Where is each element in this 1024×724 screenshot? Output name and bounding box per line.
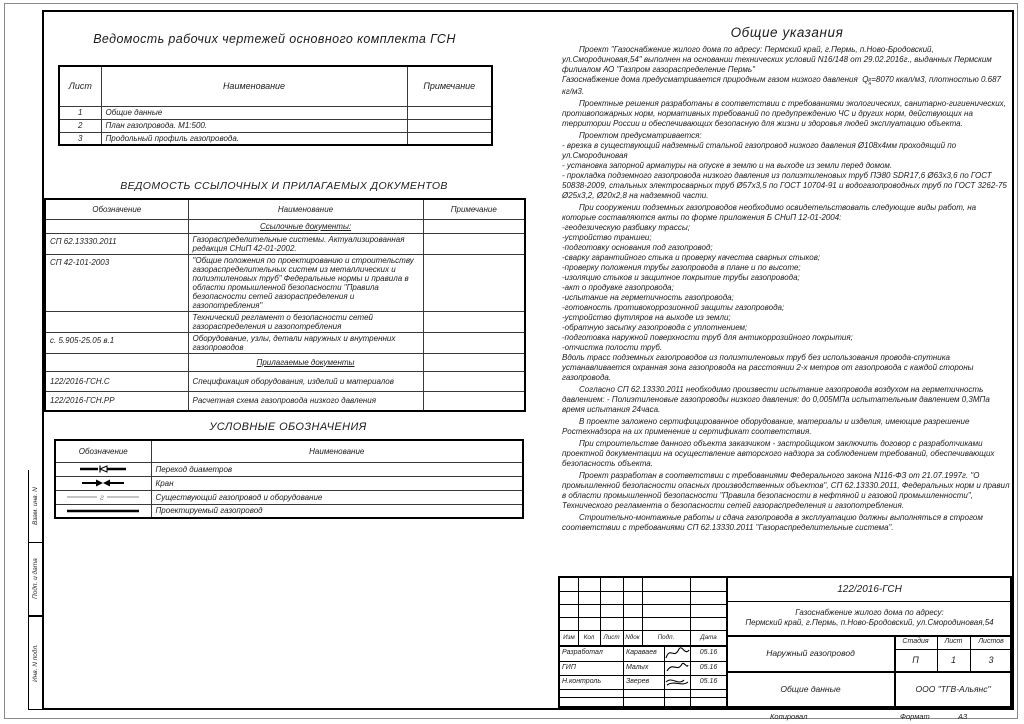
notes-paragraph: При сооружении подземных газопроводов необходимо освидетельствовать следующие виды работ, на которые составляются акты по форме приложения Б СНиП 12-01-2004: bbox=[562, 202, 977, 222]
table-row bbox=[45, 311, 525, 332]
sign-name: Караваев bbox=[626, 649, 657, 657]
doc-code: с. 5.905-25.05 в.1 bbox=[45, 332, 188, 353]
notes-paragraph: - установка запорной арматуры на опуске в землю и на выходе из земли перед домом. bbox=[562, 160, 893, 170]
sheet-name: План газопровода. М1:500. bbox=[101, 119, 407, 132]
doc-name: Технический регламент о безопасности сетей газораспределения и газопотребления bbox=[188, 311, 423, 332]
notes-paragraph: Проектные решения разработаны в соответствии с требованиями экологических, санитарно-гигиенических, противопожарных норм, нормативных требований по предупреждению ЧС и других норм, действующих на территории России и обеспечивающих безопасную для жизни и здоровья людей эксплуатацию объекта. bbox=[562, 98, 1006, 128]
notes-paragraph: -изоляцию стыков и защитное покрытие трубы газопровода; bbox=[562, 272, 800, 282]
notes-paragraph: Строительно-монтажные работы и сдача газопровода в эксплуатацию должны выполняться в строгом соответствии с требованиями СП 62.13330.2011 "Газораспределительные система". bbox=[562, 512, 983, 532]
notes-paragraph: -испытание на герметичность газопровода; bbox=[562, 292, 734, 302]
table-row bbox=[59, 119, 492, 132]
signature-scribble bbox=[664, 674, 690, 689]
margin-cell-inv-podl: Инв. N подл. bbox=[28, 616, 43, 710]
table-row bbox=[45, 233, 525, 254]
doc-code: 122/2016-ГСН.РР bbox=[45, 391, 188, 411]
general-notes bbox=[562, 25, 1012, 533]
stage-value: П bbox=[912, 654, 919, 665]
notes-paragraph: -устройство футляров на выходе из земли; bbox=[562, 312, 731, 322]
sheets-label: Листов bbox=[978, 638, 1004, 646]
notes-paragraph-formula: Газоснабжение дома предусматривается природным газом низкого давления Qр н=8070 ккал/м3, плотностью 0.687 кг/м3. bbox=[562, 75, 1001, 96]
existing-line-letter: г bbox=[100, 493, 105, 502]
notes-paragraph: -подготовку основания под газопровод; bbox=[562, 242, 713, 252]
doc-note bbox=[423, 371, 525, 391]
copied-label: Копировал bbox=[770, 712, 808, 721]
signature-scribble bbox=[664, 660, 690, 675]
sheet-value: 1 bbox=[950, 654, 956, 665]
stamp-col-list: Лист bbox=[603, 633, 620, 641]
notes-paragraph: -подготовка наружной поверхности труб для антикоррозийного покрытия; bbox=[562, 332, 853, 342]
sheet-name: Общие данные bbox=[101, 106, 407, 119]
notes-paragraph: Проект разработан в соответствии с требованиями Федерального закона N116-ФЗ от 21.07.1997г. "О промышленной безопасности опасных производственных объектов", СП 62.13330.2011, Федеральных норм и правил в области промышленной безопасности "Правила безопасности в нефтяной и газовой промышленности", Технического регламента о безопасности сетей газораспределения и газопотребления. bbox=[562, 470, 1010, 510]
sheets-value: 3 bbox=[988, 654, 994, 665]
sheet-register-table bbox=[58, 65, 493, 146]
sign-role: Разработал bbox=[562, 649, 603, 657]
sheet-register-title: Ведомость рабочих чертежей основного комплекта ГСН bbox=[93, 32, 456, 46]
table-row bbox=[45, 391, 525, 411]
left-margin-column bbox=[28, 470, 43, 710]
doc-name: Газораспределительные системы. Актуализированная редакция СНиП 42-01-2002. bbox=[188, 233, 423, 254]
legend-name: Кран bbox=[151, 476, 523, 490]
table-row bbox=[45, 254, 525, 311]
designed-gas-line-symbol bbox=[65, 506, 141, 516]
format-label: Формат bbox=[900, 712, 930, 721]
company-name: ООО "ТГВ-Альянс" bbox=[915, 684, 991, 695]
doc-note bbox=[423, 332, 525, 353]
drawing-name: Наружный газопровод bbox=[766, 648, 855, 659]
notes-paragraph: -отчистка полости труб. bbox=[562, 342, 663, 352]
object-name: Газоснабжение жилого дома по адресу: Пермский край, г.Пермь, п.Ново-Бродовский, ул.Смородиновая,54 bbox=[745, 608, 994, 627]
sheet-number: 2 bbox=[59, 119, 101, 132]
general-notes-title: Общие указания bbox=[730, 25, 844, 40]
legend-table bbox=[54, 439, 524, 519]
stamp-col-podp: Подп. bbox=[657, 633, 675, 641]
table-row bbox=[59, 132, 492, 145]
notes-paragraph: Проект "Газоснабжение жилого дома по адресу: Пермский край, г.Пермь, п.Ново-Бродовский, ул.Смородиновая,54" выполнен на основании технических условий N16/148 от 29.02.2016г., выданных Пермским филиалом АО "Газпром газораспределение Пермь" bbox=[562, 45, 992, 74]
table-row bbox=[45, 332, 525, 353]
column-header: Обозначение bbox=[55, 440, 151, 462]
table-row bbox=[59, 106, 492, 119]
section-header-attached: Прилагаемые документы bbox=[188, 353, 423, 371]
notes-paragraph: Вдоль трасс подземных газопроводов из полиэтиленовых труб без использования провода-спутника устанавливается охранная зона газопровода на расстоянии 2-х метров от газопровода с каждой стороны газопровода. bbox=[562, 352, 974, 382]
sign-role: ГИП bbox=[562, 663, 576, 671]
stamp-col-kol: Кол bbox=[583, 633, 595, 641]
sheet-note bbox=[407, 119, 492, 132]
notes-paragraph: При строительстве данного объекта заказчиком - застройщиком заключить договор с разработчиками проектной документации на осуществление авторского надзора за соблюдением требований, обеспечивающих безопасность объекта. bbox=[562, 438, 995, 468]
doc-name: Расчетная схема газопровода низкого давления bbox=[188, 391, 423, 411]
sheet-name: Продольный профиль газопровода. bbox=[101, 132, 407, 145]
doc-note bbox=[423, 391, 525, 411]
notes-paragraph: -обратную засыпку газопровода с уплотнением; bbox=[562, 322, 748, 332]
notes-paragraph: -устройство траншеи; bbox=[562, 232, 652, 242]
doc-note bbox=[423, 311, 525, 332]
column-header: Лист bbox=[59, 66, 101, 106]
doc-note bbox=[423, 254, 525, 311]
notes-paragraph: Проектом предусматривается: bbox=[579, 130, 702, 140]
sign-name: Малых bbox=[626, 663, 649, 671]
heat-value-formula: Qр н bbox=[862, 75, 872, 87]
valve-symbol bbox=[76, 478, 130, 488]
column-header: Наименование bbox=[151, 440, 523, 462]
doc-note bbox=[423, 233, 525, 254]
doc-code: 122/2016-ГСН.С bbox=[45, 371, 188, 391]
stamp-col-izm: Изм bbox=[563, 633, 575, 641]
doc-code bbox=[45, 311, 188, 332]
doc-name: "Общие положения по проектированию и строительству газораспределительных систем из металлических и полиэтиленовых труб" Федеральные нормы и правила в области промышленной безопасности "Правила безопасности сетей газораспределения и газопотребления" bbox=[188, 254, 423, 311]
sheet-number: 1 bbox=[59, 106, 101, 119]
ref-docs-table bbox=[44, 198, 526, 412]
notes-paragraph: -сварку гарантийного стыка и проверку качества сварных стыков; bbox=[562, 252, 821, 262]
sheet-label: Лист bbox=[944, 638, 963, 646]
column-header: Наименование bbox=[188, 199, 423, 219]
ref-docs-title: ВЕДОМОСТЬ ССЫЛОЧНЫХ И ПРИЛАГАЕМЫХ ДОКУМЕНТОВ bbox=[120, 180, 448, 192]
column-header: Примечание bbox=[407, 66, 492, 106]
sheet-note bbox=[407, 106, 492, 119]
sign-date: 05.16 bbox=[699, 677, 718, 685]
stamp-col-data: Дата bbox=[700, 633, 717, 641]
sign-date: 05.16 bbox=[699, 663, 718, 671]
reducer-symbol bbox=[76, 464, 130, 474]
notes-paragraph: -проверку положения трубы газопровода в плане и по высоте; bbox=[562, 262, 801, 272]
sign-name: Зверев bbox=[626, 677, 650, 685]
doc-code: СП 62.13330.2011 bbox=[45, 233, 188, 254]
notes-paragraph: Согласно СП 62.13330.2011 необходимо произвести испытание газопровода воздухом на герметичность давлением: - Полиэтиленовые газопроводы низкого давления: до 0,005МПа испытательным давлением 0,3МПа время испытания 24часа. bbox=[562, 384, 990, 414]
legend-title: УСЛОВНЫЕ ОБОЗНАЧЕНИЯ bbox=[209, 421, 367, 433]
notes-paragraph: -акт о продувке газопровода; bbox=[562, 282, 674, 292]
drawing-frame bbox=[42, 10, 1014, 710]
legend-name: Существующий газопровод и оборудование bbox=[151, 490, 523, 504]
doc-name: Оборудование, узлы, детали наружных и внутренних газопроводов bbox=[188, 332, 423, 353]
sign-date: 05.16 bbox=[699, 649, 718, 657]
stamp-col-ndok: Nдок bbox=[625, 633, 640, 641]
column-header: Наименование bbox=[101, 66, 407, 106]
notes-paragraph: В проекте заложено сертифицированное оборудование, материалы и изделия, имеющие разрешение Ростехнадзора на их применение и сертификат соответствия. bbox=[562, 416, 970, 436]
doc-code: СП 42-101-2003 bbox=[45, 254, 188, 311]
title-block bbox=[558, 576, 1012, 708]
margin-cell-vzam-inv: Взам. инв. N bbox=[28, 470, 43, 543]
legend-name: Переход диаметров bbox=[151, 462, 523, 476]
format-value: А3 bbox=[958, 712, 968, 721]
sheet-note bbox=[407, 132, 492, 145]
doc-name: Спецификация оборудования, изделий и материалов bbox=[188, 371, 423, 391]
document-number: 122/2016-ГСН bbox=[837, 583, 902, 595]
notes-paragraph: - врезка в существующий надземный стальной газопровод низкого давления Ø108х4мм проходящий по ул.Смородиновая bbox=[562, 140, 957, 160]
sheet-title: Общие данные bbox=[780, 684, 841, 695]
existing-gas-line-symbol bbox=[65, 492, 141, 502]
stage-label: Стадия bbox=[902, 638, 929, 646]
sign-role: Н.контроль bbox=[562, 677, 602, 685]
notes-paragraph: -готовность противокоррозионной защиты газопровода; bbox=[562, 302, 785, 312]
column-header: Примечание bbox=[423, 199, 525, 219]
column-header: Обозначение bbox=[45, 199, 188, 219]
section-header-referenced: Ссылочные документы: bbox=[188, 219, 423, 233]
notes-paragraph: -геодезическую разбивку трассы; bbox=[562, 222, 690, 232]
notes-paragraph: - прокладка подземного газопровода низкого давления из полиэтиленовых труб ПЭ80 SDR17,6 Ø63х3,6 по ГОСТ 50838-2009, стальных электросварных труб Ø57х3,5 по ГОСТ 10704-91 и водогазопроводных труб по ГОСТ 3262-75 Ø25х3,2, Ø20х2,8 на надземной части. bbox=[562, 170, 1007, 200]
sheet-number: 3 bbox=[59, 132, 101, 145]
legend-name: Проектируемый газопровод bbox=[151, 504, 523, 518]
margin-cell-podp-data: Подп. и дата bbox=[28, 543, 43, 616]
table-row bbox=[45, 371, 525, 391]
